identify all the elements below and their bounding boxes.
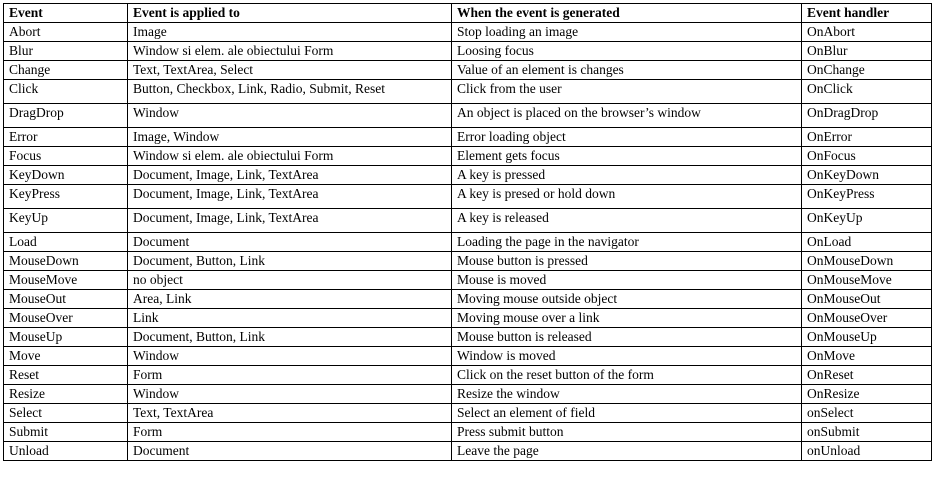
header-event-handler: Event handler: [802, 4, 932, 23]
cell-event: MouseUp: [4, 328, 128, 347]
table-row: [4, 252, 932, 271]
cell-when-generated: Loosing focus: [452, 42, 802, 61]
cell-when-generated: An object is placed on the browser’s window: [452, 104, 802, 128]
cell-event: MouseOut: [4, 290, 128, 309]
cell-event-handler: onSelect: [802, 404, 932, 423]
cell-event: Abort: [4, 23, 128, 42]
header-applied-to: Event is applied to: [128, 4, 452, 23]
cell-event: Click: [4, 80, 128, 104]
cell-applied-to: Window si elem. ale obiectului Form: [128, 147, 452, 166]
cell-when-generated: Mouse button is pressed: [452, 252, 802, 271]
cell-event-handler: OnAbort: [802, 23, 932, 42]
cell-event: Change: [4, 61, 128, 80]
cell-applied-to: Document, Button, Link: [128, 252, 452, 271]
table-row: [4, 80, 932, 104]
table-row: [4, 209, 932, 233]
cell-when-generated: Click on the reset button of the form: [452, 366, 802, 385]
cell-applied-to: Form: [128, 423, 452, 442]
cell-event: Resize: [4, 385, 128, 404]
cell-when-generated: A key is pressed: [452, 166, 802, 185]
table-row: [4, 290, 932, 309]
table-row: [4, 104, 932, 128]
table-row: [4, 366, 932, 385]
table-row: [4, 328, 932, 347]
cell-event: Move: [4, 347, 128, 366]
table-row: [4, 423, 932, 442]
cell-applied-to: no object: [128, 271, 452, 290]
table-row: [4, 166, 932, 185]
cell-when-generated: Loading the page in the navigator: [452, 233, 802, 252]
cell-event-handler: OnMouseUp: [802, 328, 932, 347]
cell-when-generated: Value of an element is changes: [452, 61, 802, 80]
cell-applied-to: Document: [128, 442, 452, 461]
cell-applied-to: Area, Link: [128, 290, 452, 309]
cell-event: MouseDown: [4, 252, 128, 271]
cell-event: MouseMove: [4, 271, 128, 290]
table-row: [4, 185, 932, 209]
cell-event-handler: OnDragDrop: [802, 104, 932, 128]
cell-when-generated: Resize the window: [452, 385, 802, 404]
cell-applied-to: Form: [128, 366, 452, 385]
cell-event: Select: [4, 404, 128, 423]
cell-when-generated: Leave the page: [452, 442, 802, 461]
cell-event: MouseOver: [4, 309, 128, 328]
cell-event-handler: OnKeyDown: [802, 166, 932, 185]
cell-event-handler: OnKeyUp: [802, 209, 932, 233]
cell-applied-to: Text, TextArea, Select: [128, 61, 452, 80]
cell-when-generated: A key is presed or hold down: [452, 185, 802, 209]
cell-applied-to: Document: [128, 233, 452, 252]
table-row: [4, 442, 932, 461]
cell-event-handler: OnReset: [802, 366, 932, 385]
cell-event: Unload: [4, 442, 128, 461]
cell-applied-to: Document, Image, Link, TextArea: [128, 209, 452, 233]
cell-event-handler: OnMouseOver: [802, 309, 932, 328]
cell-applied-to: Document, Image, Link, TextArea: [128, 166, 452, 185]
cell-event-handler: OnError: [802, 128, 932, 147]
cell-event: Blur: [4, 42, 128, 61]
cell-event: DragDrop: [4, 104, 128, 128]
table-row: [4, 233, 932, 252]
cell-when-generated: Mouse is moved: [452, 271, 802, 290]
table-row: [4, 271, 932, 290]
cell-event: Load: [4, 233, 128, 252]
cell-event-handler: OnLoad: [802, 233, 932, 252]
cell-applied-to: Window: [128, 104, 452, 128]
cell-event-handler: OnChange: [802, 61, 932, 80]
table-row: [4, 385, 932, 404]
table-row: [4, 347, 932, 366]
cell-event-handler: OnMove: [802, 347, 932, 366]
cell-event-handler: OnMouseMove: [802, 271, 932, 290]
cell-event: KeyPress: [4, 185, 128, 209]
cell-applied-to: Document, Image, Link, TextArea: [128, 185, 452, 209]
cell-event: Focus: [4, 147, 128, 166]
cell-applied-to: Link: [128, 309, 452, 328]
cell-event-handler: OnMouseDown: [802, 252, 932, 271]
cell-when-generated: A key is released: [452, 209, 802, 233]
table-row: [4, 42, 932, 61]
cell-applied-to: Image: [128, 23, 452, 42]
cell-event-handler: OnMouseOut: [802, 290, 932, 309]
cell-event: Submit: [4, 423, 128, 442]
table-header: [4, 4, 932, 23]
cell-event-handler: OnClick: [802, 80, 932, 104]
events-table: [3, 3, 932, 461]
cell-when-generated: Select an element of field: [452, 404, 802, 423]
cell-event: KeyUp: [4, 209, 128, 233]
table-row: [4, 147, 932, 166]
table-row: [4, 309, 932, 328]
cell-applied-to: Document, Button, Link: [128, 328, 452, 347]
header-row: [4, 4, 932, 23]
table-row: [4, 23, 932, 42]
cell-applied-to: Button, Checkbox, Link, Radio, Submit, Reset: [128, 80, 452, 104]
cell-event-handler: onUnload: [802, 442, 932, 461]
cell-event: Reset: [4, 366, 128, 385]
cell-when-generated: Error loading object: [452, 128, 802, 147]
cell-when-generated: Click from the user: [452, 80, 802, 104]
cell-event-handler: OnKeyPress: [802, 185, 932, 209]
cell-event-handler: onSubmit: [802, 423, 932, 442]
cell-applied-to: Window si elem. ale obiectului Form: [128, 42, 452, 61]
cell-event-handler: OnFocus: [802, 147, 932, 166]
cell-when-generated: Stop loading an image: [452, 23, 802, 42]
cell-event-handler: OnResize: [802, 385, 932, 404]
cell-when-generated: Moving mouse over a link: [452, 309, 802, 328]
cell-when-generated: Moving mouse outside object: [452, 290, 802, 309]
table-row: [4, 61, 932, 80]
cell-event-handler: OnBlur: [802, 42, 932, 61]
table-row: [4, 128, 932, 147]
cell-when-generated: Window is moved: [452, 347, 802, 366]
header-event: Event: [4, 4, 128, 23]
table-row: [4, 404, 932, 423]
cell-applied-to: Window: [128, 347, 452, 366]
cell-applied-to: Window: [128, 385, 452, 404]
cell-when-generated: Mouse button is released: [452, 328, 802, 347]
cell-when-generated: Press submit button: [452, 423, 802, 442]
cell-event: KeyDown: [4, 166, 128, 185]
cell-event: Error: [4, 128, 128, 147]
header-when-generated: When the event is generated: [452, 4, 802, 23]
cell-applied-to: Text, TextArea: [128, 404, 452, 423]
cell-when-generated: Element gets focus: [452, 147, 802, 166]
cell-applied-to: Image, Window: [128, 128, 452, 147]
table-body: [4, 23, 932, 461]
